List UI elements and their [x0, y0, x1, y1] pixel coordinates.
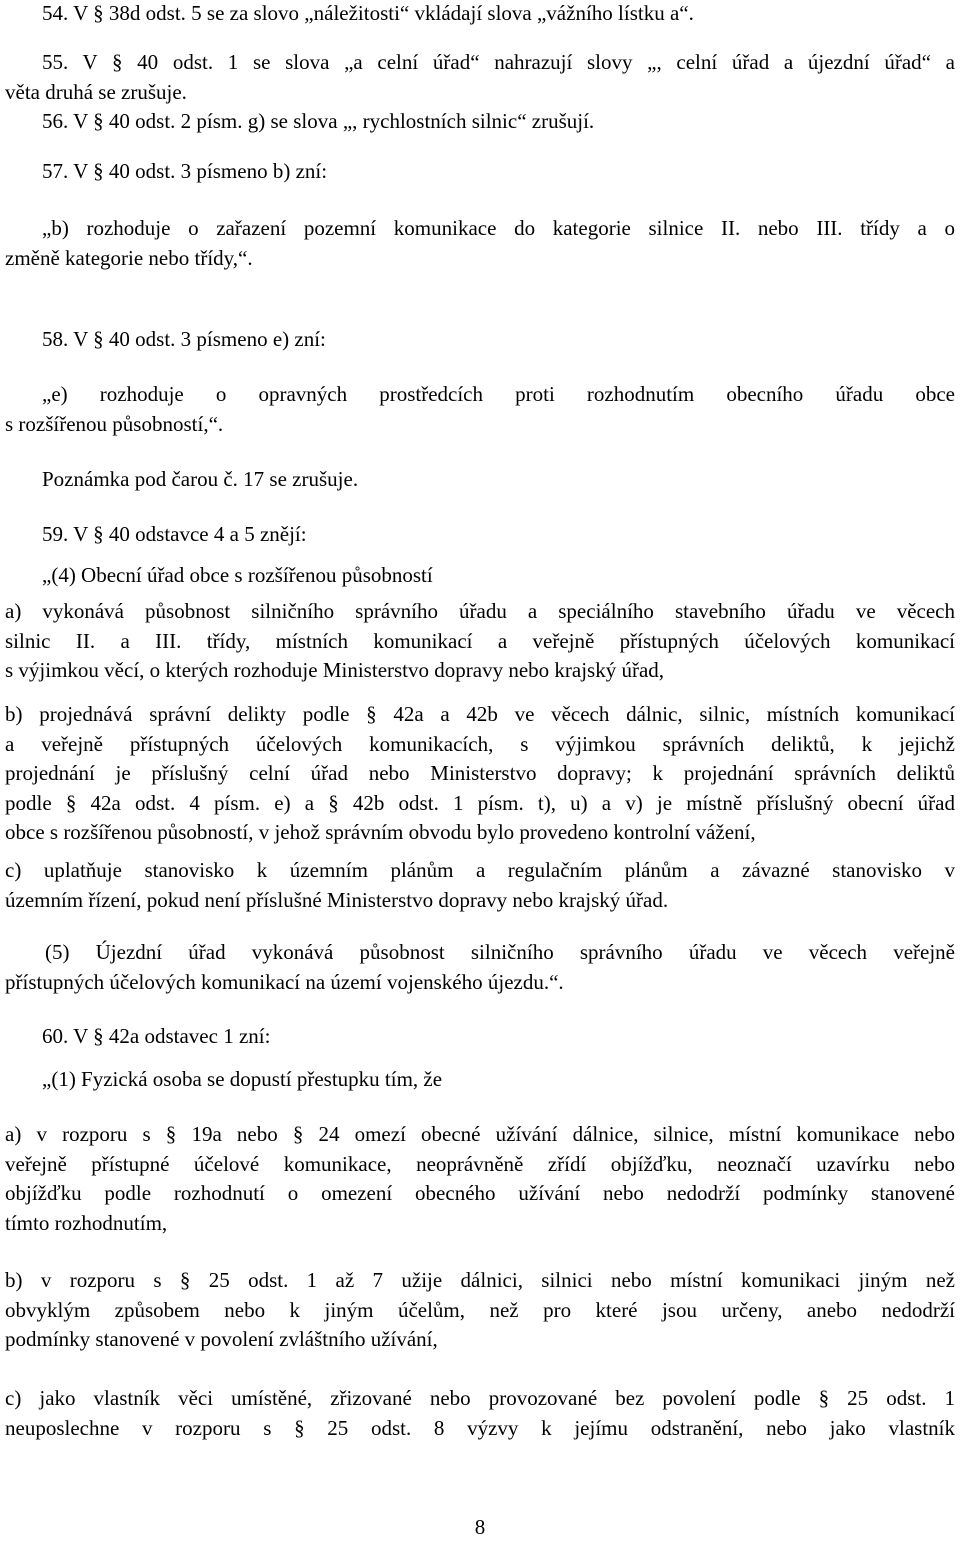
item-60-letter-c: c) jako vlastník věci umístěné, zřizované nebo provozované bez povolení podle § 25 odst. 1 neuposlechne v rozporu s § 25 odst. 8 výzvy k jejímu odstranění, nebo jako vlastník: [5, 1386, 955, 1440]
item-58: 58. V § 40 odst. 3 písmeno e) zní:: [42, 327, 326, 351]
item-60-letter-a: a) v rozporu s § 19a nebo § 24 omezí obecné užívání dálnice, silnice, místní komunikace nebo veřejně přístupné účelové komunikace, neoprávněně zřídí objížďku, neoznačí uzavírku nebo objížďku podle rozhodnutí o omezení obecného užívání nebo nedodrží podmínky stanovené tímto rozhodnutím,: [5, 1122, 955, 1235]
page-number: 8: [474, 1515, 486, 1539]
item-59-par-5: (5) Újezdní úřad vykonává působnost silničního správního úřadu ve věcech veřejně přístupných účelových komunikací na území vojenského újezdu.“.: [5, 940, 955, 994]
item-58-text: „e) rozhoduje o opravných prostředcích proti rozhodnutím obecního úřadu obce s rozšířenou působností,“.: [5, 382, 955, 436]
item-59-letter-c: c) uplatňuje stanovisko k územním plánům a regulačním plánům a závazné stanovisko v územním řízení, pokud není příslušné Ministerstvo dopravy nebo krajský úřad.: [5, 858, 955, 912]
footnote-note: Poznámka pod čarou č. 17 se zrušuje.: [42, 467, 359, 491]
item-57-text: „b) rozhoduje o zařazení pozemní komunikace do kategorie silnice II. nebo III. třídy a o změně kategorie nebo třídy,“.: [5, 216, 955, 270]
item-59: 59. V § 40 odstavce 4 a 5 znějí:: [42, 522, 307, 546]
item-54: 54. V § 38d odst. 5 se za slovo „náležitosti“ vkládají slova „vážního lístku a“.: [42, 1, 694, 25]
item-59-letter-b: b) projednává správní delikty podle § 42a a 42b ve věcech dálnic, silnic, místních komunikací a veřejně přístupných účelových komunikacích, s výjimkou správních deliktů, k jejichž projednání je příslušný celní úřad nebo Ministerstvo dopravy; k projednání správních deliktů podle § 42a odst. 4 písm. e) a § 42b odst. 1 písm. t), u) a v) je místně příslušný obecní úřad obce s rozšířenou působností, v jehož správním obvodu bylo provedeno kontrolní vážení,: [5, 702, 955, 844]
item-59-par-4: „(4) Obecní úřad obce s rozšířenou působností: [42, 563, 433, 587]
item-56: 56. V § 40 odst. 2 písm. g) se slova „, rychlostních silnic“ zrušují.: [42, 109, 595, 133]
item-55: 55. V § 40 odst. 1 se slova „a celní úřad“ nahrazují slovy „, celní úřad a újezdní úřad“ a věta druhá se zrušuje.: [5, 50, 955, 104]
item-60-par-1: „(1) Fyzická osoba se dopustí přestupku tím, že: [42, 1067, 443, 1091]
item-60-letter-b: b) v rozporu s § 25 odst. 1 až 7 užije dálnici, silnici nebo místní komunikaci jiným než obvyklým způsobem nebo k jiným účelům, než pro které jsou určeny, anebo nedodrží podmínky stanovené v povolení zvláštního užívání,: [5, 1268, 955, 1351]
item-60: 60. V § 42a odstavec 1 zní:: [42, 1024, 271, 1048]
item-57: 57. V § 40 odst. 3 písmeno b) zní:: [42, 159, 328, 183]
item-59-letter-a: a) vykonává působnost silničního správního úřadu a speciálního stavebního úřadu ve věcech silnic II. a III. třídy, místních komunikací a veřejně přístupných účelových komunikací s výjimkou věcí, o kterých rozhoduje Ministerstvo dopravy nebo krajský úřad,: [5, 599, 955, 682]
